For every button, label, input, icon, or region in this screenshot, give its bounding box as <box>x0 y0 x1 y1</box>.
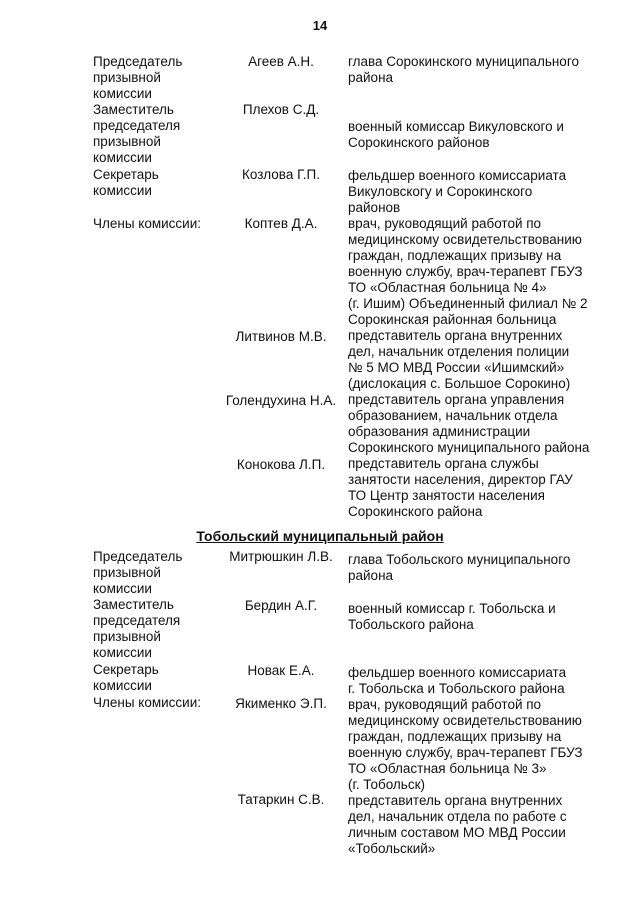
member-post-line: (г. Тобольск) <box>348 777 425 792</box>
member-post-line: представитель органа внутренних <box>348 328 563 343</box>
deputy-post-line: военный комиссар г. Тобольска и <box>348 601 556 616</box>
chair-name: Агеев А.Н. <box>248 54 314 69</box>
chair-role-line: Председатель <box>93 54 183 69</box>
deputy-role-line: Заместитель <box>93 597 174 612</box>
chair-name: Митрюшкин Л.В. <box>229 549 333 564</box>
deputy-name: Бердин А.Г. <box>244 598 318 613</box>
member-post-line: медицинскому освидетельствованию <box>348 713 582 728</box>
member-post-line: дел, начальник отдела по работе с <box>348 809 567 824</box>
secretary-post-line: Викуловскогу и Сорокинского <box>348 184 533 199</box>
deputy-post-line: военный комиссар Викуловского и <box>348 119 564 134</box>
deputy-post-line: Сорокинского районов <box>348 135 490 150</box>
chair-role-line: комиссии <box>93 86 152 101</box>
member-post-line: занятости населения, директор ГАУ <box>348 472 573 487</box>
member-post-line: образования администрации <box>348 424 531 439</box>
chair-role-line: призывной <box>93 70 161 85</box>
member-post-line: врач, руководящий работой по <box>348 697 542 712</box>
member-post-line: дел, начальник отделения полиции <box>348 344 570 359</box>
secretary-post-line: г. Тобольска и Тобольского района <box>348 681 565 696</box>
secretary-role-line: Секретарь <box>93 662 159 677</box>
member-post-line: представитель органа службы <box>348 456 539 471</box>
member-name: Литвинов М.В. <box>235 329 327 344</box>
members-role: Члены комиссии: <box>93 695 202 710</box>
section-heading: Тобольский муниципальный район <box>196 528 444 544</box>
secretary-post-line: районов <box>348 200 401 215</box>
member-post-line: (дислокация с. Большое Сорокино) <box>348 376 571 391</box>
chair-post-line: глава Тобольского муниципального <box>348 552 571 567</box>
deputy-role-line: комиссии <box>93 645 152 660</box>
deputy-role-line: Заместитель <box>93 102 174 117</box>
member-post-line: военную службу, врач-терапевт ГБУЗ <box>348 745 583 760</box>
member-post-line: «Тобольский» <box>348 841 436 856</box>
member-post-line: военную службу, врач-терапевт ГБУЗ <box>348 264 583 279</box>
member-post-line: ТО «Областная больница № 4» <box>348 280 547 295</box>
secretary-role-line: Секретарь <box>93 167 159 182</box>
chair-post-line: глава Сорокинского муниципального <box>348 54 579 69</box>
member-name: Якименко Э.П. <box>235 696 327 711</box>
member-post-line: медицинскому освидетельствованию <box>348 232 582 247</box>
member-post-line: ТО Центр занятости населения <box>348 488 545 503</box>
secretary-post-line: фельдшер военного комиссариата <box>348 168 567 183</box>
chair-role-line: призывной <box>93 565 161 580</box>
deputy-role-line: призывной <box>93 134 161 149</box>
chair-post-line: района <box>348 70 394 85</box>
member-post-line: Сорокинского муниципального района <box>348 440 590 455</box>
chair-post-line: района <box>348 568 394 583</box>
chair-role-line: Председатель <box>93 549 183 564</box>
member-name: Татаркин С.В. <box>237 792 325 807</box>
member-post-line: № 5 МО МВД России «Ишимский» <box>348 360 565 375</box>
member-name: Коптев Д.А. <box>244 216 318 231</box>
secretary-post-line: фельдшер военного комиссариата <box>348 665 567 680</box>
page-number: 14 <box>312 18 328 33</box>
member-post-line: врач, руководящий работой по <box>348 216 542 231</box>
deputy-role-line: призывной <box>93 629 161 644</box>
deputy-role-line: председателя <box>93 613 181 628</box>
members-role: Члены комиссии: <box>93 216 202 231</box>
secretary-name: Козлова Г.П. <box>242 167 320 182</box>
member-post-line: Сорокинская районная больница <box>348 312 557 327</box>
secretary-role-line: комиссии <box>93 678 152 693</box>
member-post-line: представитель органа внутренних <box>348 793 563 808</box>
deputy-role-line: комиссии <box>93 150 152 165</box>
deputy-post-line: Тобольского района <box>348 617 474 632</box>
deputy-name: Плехов С.Д. <box>242 102 320 117</box>
member-post-line: граждан, подлежащих призыву на <box>348 729 562 744</box>
chair-role-line: комиссии <box>93 581 152 596</box>
member-name: Конокова Л.П. <box>236 457 326 472</box>
member-post-line: Сорокинского района <box>348 504 483 519</box>
member-post-line: представитель органа управления <box>348 392 565 407</box>
member-post-line: ТО «Областная больница № 3» <box>348 761 547 776</box>
member-post-line: образованием, начальник отдела <box>348 408 558 423</box>
secretary-name: Новак Е.А. <box>247 663 315 678</box>
member-post-line: личным составом МО МВД России <box>348 825 566 840</box>
deputy-role-line: председателя <box>93 118 181 133</box>
member-name: Голендухина Н.А. <box>225 393 337 408</box>
member-post-line: (г. Ишим) Объединенный филиал № 2 <box>348 296 588 311</box>
member-post-line: граждан, подлежащих призыву на <box>348 248 562 263</box>
secretary-role-line: комиссии <box>93 183 152 198</box>
